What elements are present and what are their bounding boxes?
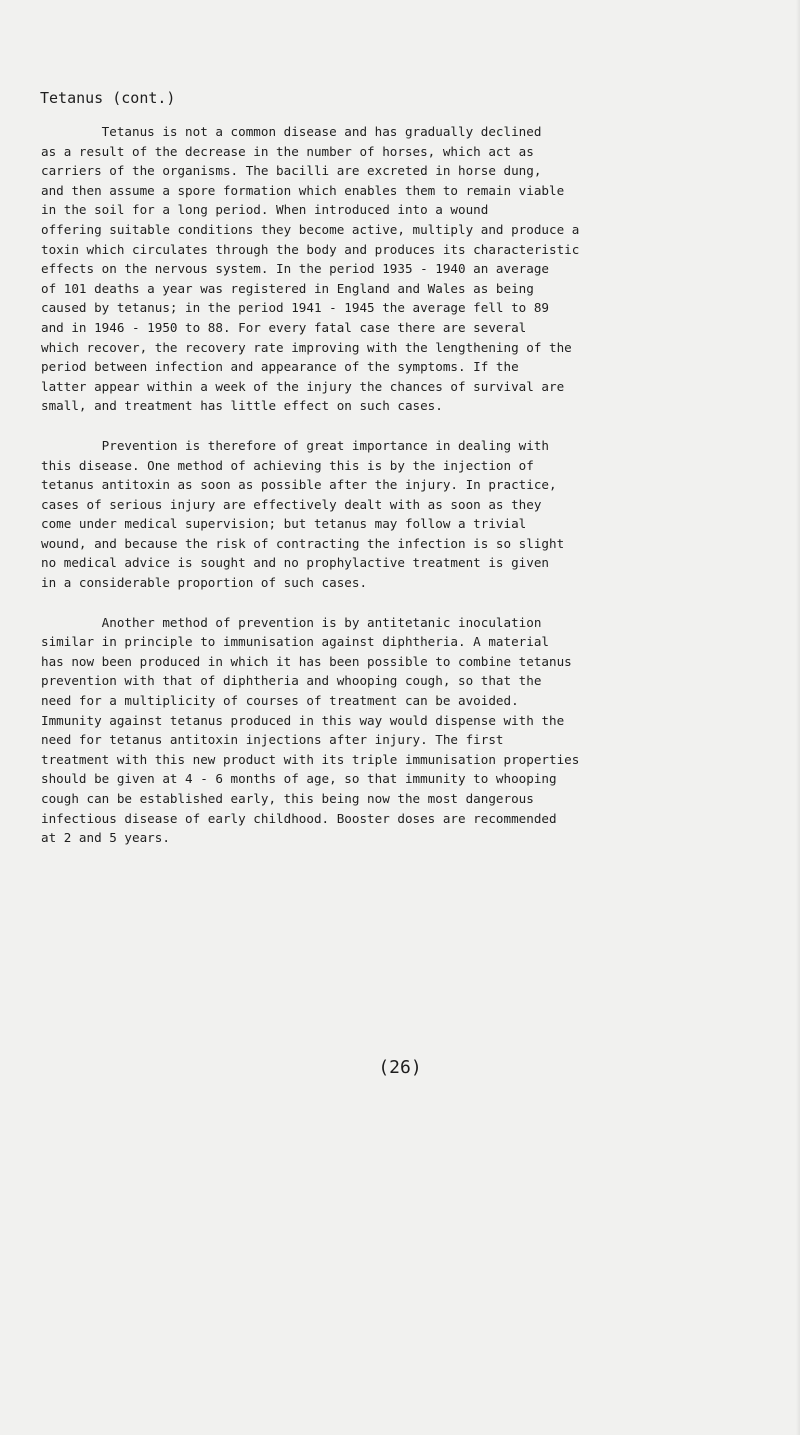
scan-edge-shadow	[796, 0, 800, 1435]
body-text	[41, 122, 800, 868]
paragraph-prevention: Prevention is therefore of great importance in dealing with this disease. One method of achieving this is by the injection of tetanus antitoxin as soon as possible after the injury. In practice, cases of serious injury are effectively dealt with as soon as they come under medical supervision; but tetanus may follow a trivial wound, and because the risk of contracting the infection is so slight no medical advice is sought and no prophylactive treatment is given in a considerable proportion of such cases.	[41, 437, 565, 591]
paragraph-epidemiology: Tetanus is not a common disease and has gradually declined as a result of the decrease in the number of horses, which act as carriers of the organisms. The bacilli are excreted in horse dung, and then assume a spore formation which enables them to remain viable in the soil for a long period. When introduced into a wound offering suitable conditions they become active, multiply and produce a toxin which circulates through the body and produces its characteristic effects on the nervous system. In the period 1935 - 1940 an average of 101 deaths a year was registered in England and Wales as being caused by tetanus; in the period 1941 - 1945 the average fell to 89 and in 1946 - 1950 to 88. For every fatal case there are several which recover, the recovery rate improving with the lengthening of the period between infection and appearance of the symptoms. If the latter appear within a week of the injury the chances of survival are small, and treatment has little effect on such cases.	[41, 124, 580, 414]
page-heading: Tetanus (cont.)	[40, 89, 176, 107]
page-number: (26)	[378, 1057, 422, 1078]
paragraph-inoculation: Another method of prevention is by antitetanic inoculation similar in principle to immunisation against diphtheria. A material has now been produced in which it has been possible to combine tetanus prevention with that of diphtheria and whooping cough, so that the need for a multiplicity of courses of treatment can be avoided. Immunity against tetanus produced in this way would dispense with the need for tetanus antitoxin injections after injury. The first treatment with this new product with its triple immunisation properties should be given at 4 - 6 months of age, so that immunity to whooping cough can be established early, this being now the most dangerous infectious disease of early childhood. Booster doses are recommended at 2 and 5 years.	[41, 614, 580, 846]
